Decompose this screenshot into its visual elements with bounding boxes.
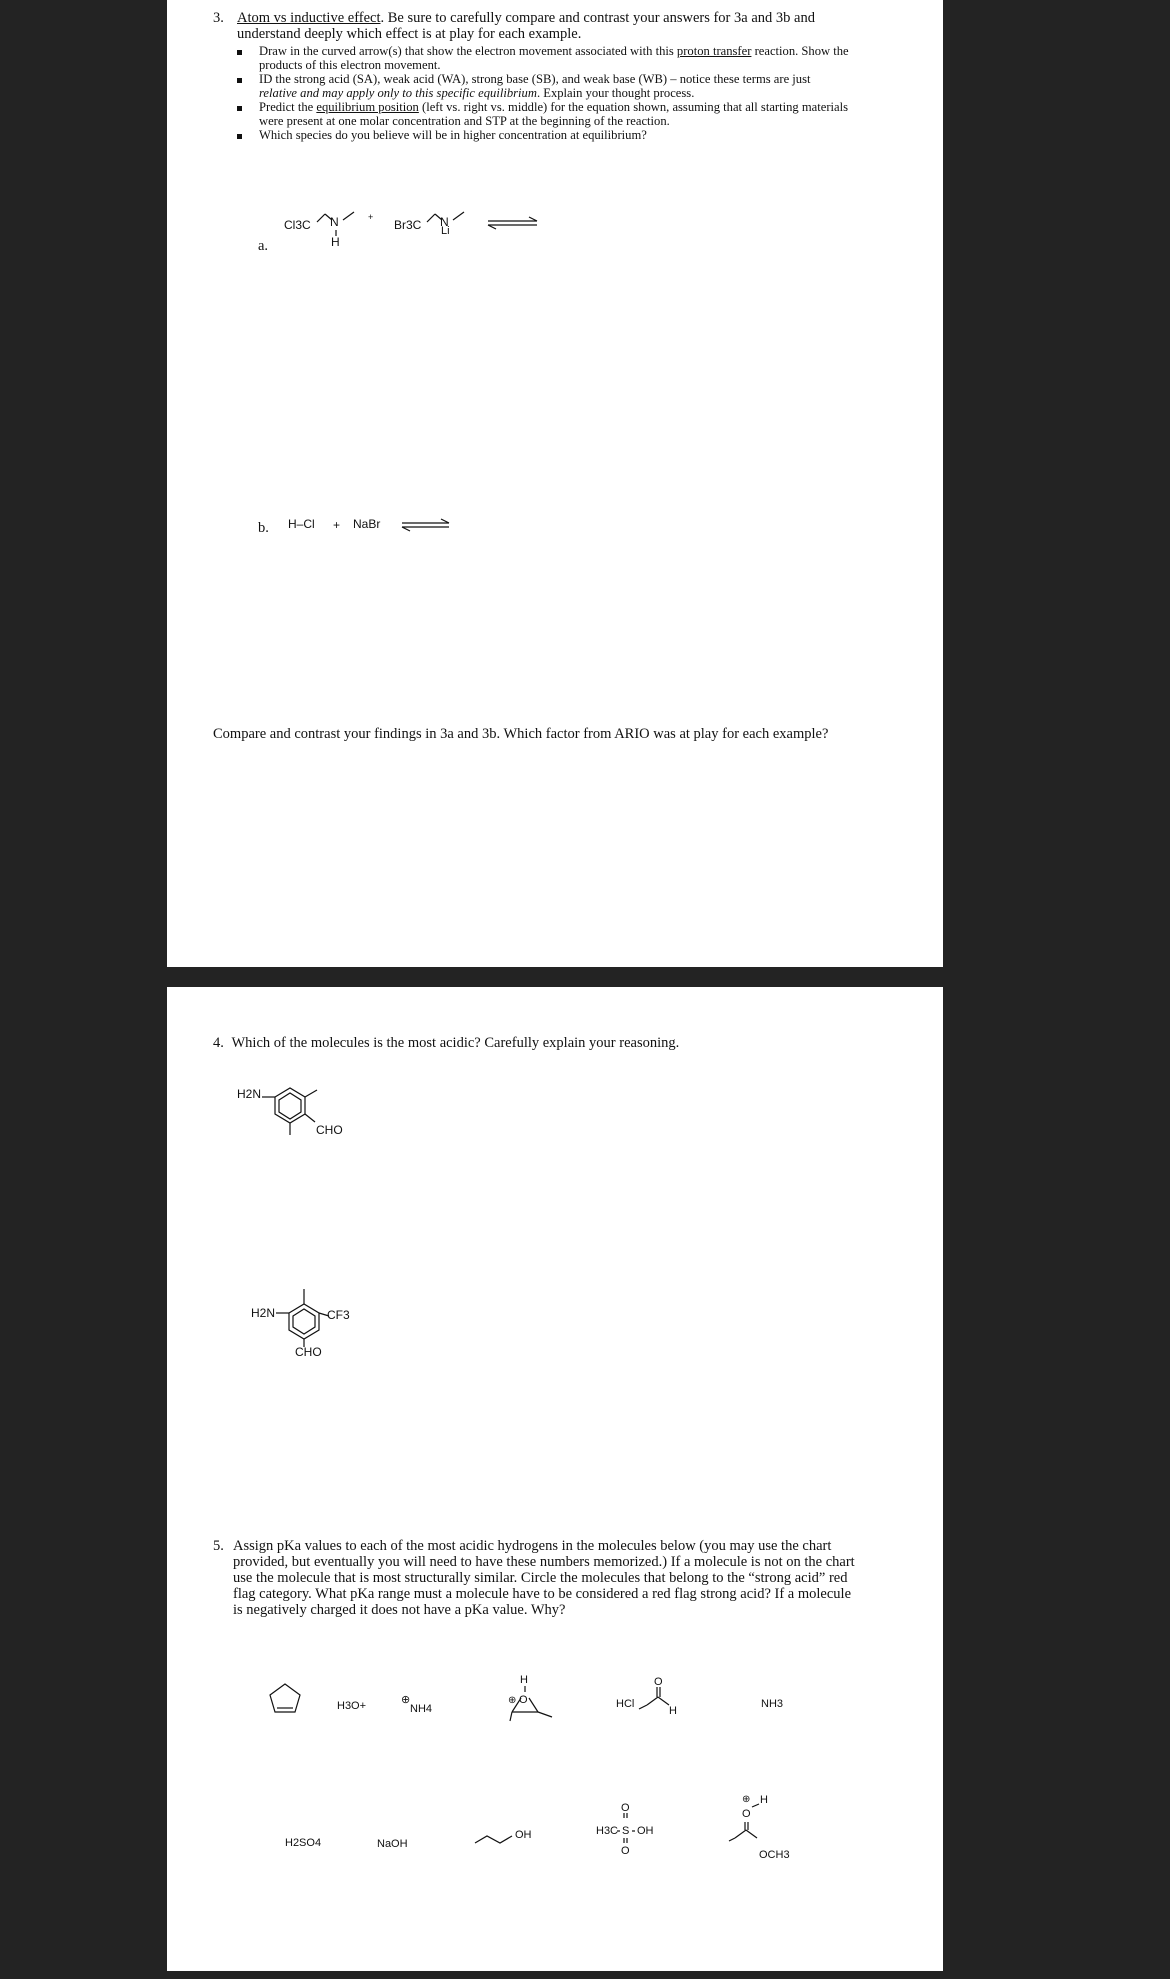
q3-bullet-2: ID the strong acid (SA), weak acid (WA), strong base (SB), and weak base (WB) – notice these terms are just relative and may apply only to this specific equilibrium. Explain your thought process. [259,73,849,100]
ester-o: O [742,1808,751,1820]
mol2-trifluoromethyl: CF3 [327,1308,350,1322]
hcl-reactant: H–Cl [288,517,315,531]
part-b-label: b. [258,520,269,536]
ammonium: NH4 [410,1703,433,1715]
q4-text: Which of the molecules is the most acidic? Carefully explain your reasoning. [231,1035,680,1051]
protonated-epoxide-o: O [519,1694,528,1706]
amide-n: N [440,215,449,229]
ester-h: H [760,1794,768,1806]
cl3c-group: Cl3C [284,218,311,232]
q5-molecules-row-2 [167,987,943,1971]
q5-text: Assign pKa values to each of the most acidic hydrogens in the molecules below (you may use the chart provided, but eventually you will need to have these numbers memorized.) If a molecule is not on the chart use the molecule that is most structurally similar. Circle the molecules that belong to the “strong acid” red flag category. What pKa range must a molecule have to be considered a red flag strong acid? If a molecule is negatively charged it does not have a pKa value. Why? [233,1538,855,1618]
sodium-hydroxide: NaOH [377,1838,408,1850]
propanol-chain [167,987,943,1971]
protonated-epoxide-charge: ⊕ [508,1695,517,1706]
sulfuric-acid: H2SO4 [285,1837,322,1849]
worksheet-page-1 [167,0,943,967]
part-a-label: a. [258,238,269,254]
q3-number: 3. [213,10,224,26]
q4-number: 4. [213,1035,224,1051]
ester-charge: ⊕ [742,1794,751,1805]
msa-top-o: O [621,1802,630,1814]
amide-li: Li [441,225,450,237]
protonated-epoxide-h: H [520,1674,528,1686]
nabr-reactant: NaBr [353,517,381,531]
msa-oh: OH [637,1825,654,1837]
msa-methyl: H3C [596,1825,619,1837]
q3-bullet-1: Draw in the curved arrow(s) that show the electron movement associated with this proton transfer reaction. Show the products of this electron movement. [259,45,849,72]
amine-h: H [331,235,340,249]
mol2-amino: H2N [251,1306,276,1320]
propanol-oh: OH [515,1829,532,1841]
ammonia: NH3 [761,1698,784,1710]
plus-sign: + [333,518,341,532]
q3-intro: . Be sure to carefully compare and contrast your answers for 3a and 3b and understand deeply which effect is at play for each example. [237,10,815,42]
aldehyde-h: H [669,1705,677,1717]
q5-number: 5. [213,1538,224,1554]
hydrochloric-acid: HCl [616,1698,635,1710]
q3-bullet-4: Which species do you believe will be in higher concentration at equilibrium? [259,129,849,143]
br3c-group: Br3C [394,218,422,232]
mol1-aldehyde: CHO [316,1123,343,1137]
msa-sulfur: S [622,1825,630,1837]
msa-bottom-o: O [621,1845,630,1857]
mol2-aldehyde: CHO [295,1345,322,1359]
equilibrium-arrow [167,0,943,967]
reaction-b [167,0,943,967]
amine-n: N [330,215,339,229]
q3-bullet-3: Predict the equilibrium position (left vs. right vs. middle) for the equation shown, assuming that all starting materials were present at one molar concentration and STP at the beginning of the reaction. [259,101,849,128]
ester-och3: OCH3 [759,1849,790,1861]
ammonium-charge: ⊕ [401,1694,411,1706]
hydronium: H3O+ [337,1700,367,1712]
mol1-amino: H2N [237,1087,262,1101]
plus-sign: + [368,212,374,222]
q3-title: Atom vs inductive effect [237,10,381,26]
worksheet-page-2 [167,987,943,1971]
q3-compare-prompt: Compare and contrast your findings in 3a and 3b. Which factor from ARIO was at play for each example? [213,726,829,742]
aldehyde-o: O [654,1676,663,1688]
